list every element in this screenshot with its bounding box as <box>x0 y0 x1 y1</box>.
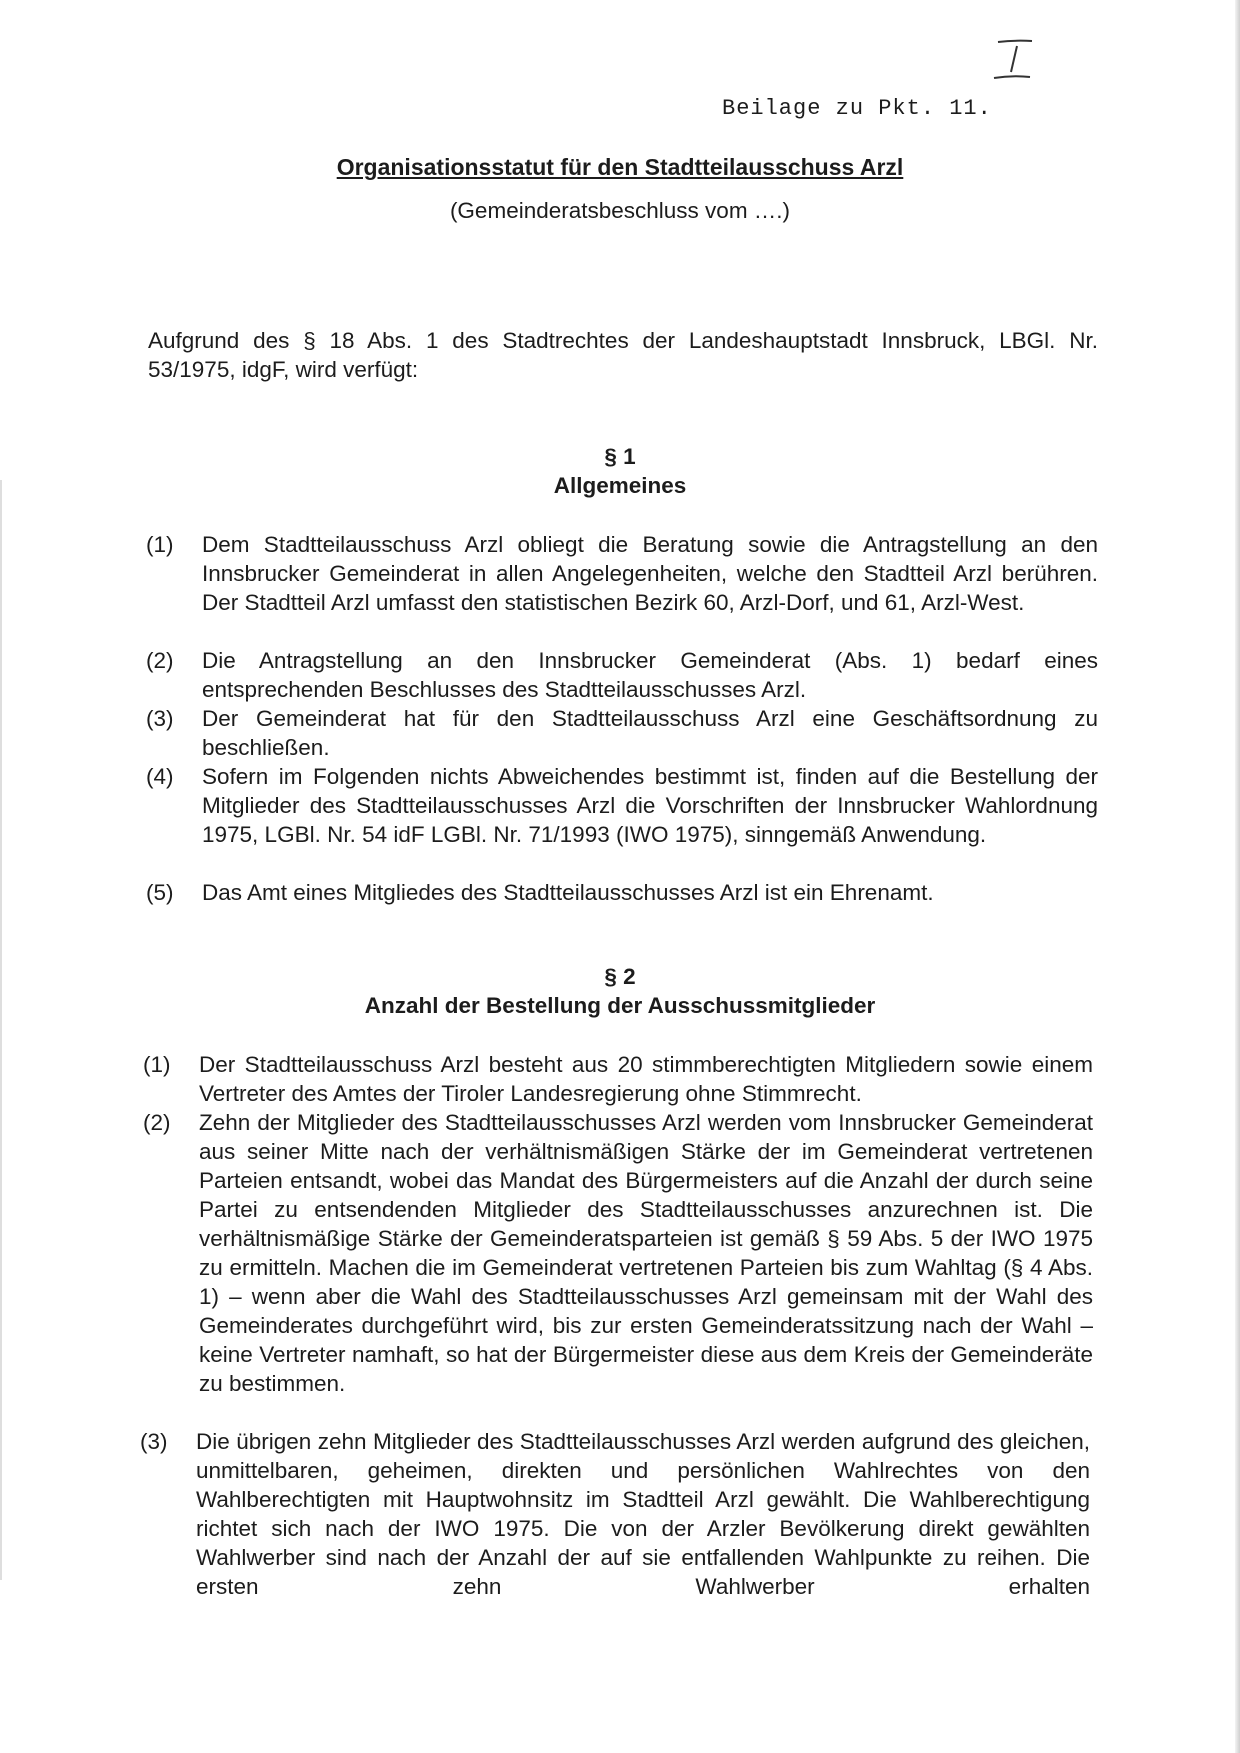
section-1-paragraph-4 <box>146 762 1098 849</box>
section-1-title: Allgemeines <box>553 473 687 498</box>
section-2-title: Anzahl der Bestellung der Ausschussmitglieder <box>364 993 876 1018</box>
document-subtitle: (Gemeinderatsbeschluss vom ….) <box>449 198 791 223</box>
section-2-number: § 2 <box>604 964 636 989</box>
section-1-paragraph-2 <box>146 646 1098 704</box>
paragraph-number: (3) <box>146 706 174 731</box>
paragraph-text: Zehn der Mitglieder des Stadtteilausschusses Arzl werden vom Innsbrucker Gemeinderat aus seiner Mitte nach der verhältnismäßigen Stärke der im Gemeinderat vertretenen Parteien entsandt, wobei das Mandat des Bürgermeisters auf die Anzahl der durch seine Partei zu entsendenden Mitglieder des Stadtteilausschusses anzurechnen ist. Die verhältnismäßige Stärke der Gemeinderatsparteien ist gemäß § 59 Abs. 5 der IWO 1975 zu ermitteln. Machen die im Gemeinderat vertretenen Parteien bis zum Wahltag (§ 4 Abs. 1) – wenn aber die Wahl des Stadtteilausschusses Arzl gemeinsam mit der Wahl des Gemeinderates durchgeführt wird, bis zur ersten Gemeinderatssitzung nach der Wahl – keine Vertreter namhaft, so hat der Bürgermeister diese aus dem Kreis der Gemeinderäte zu bestimmen. <box>199 1110 1093 1396</box>
paragraph-number: (4) <box>146 764 174 789</box>
paragraph-text: Das Amt eines Mitgliedes des Stadtteilausschusses Arzl ist ein Ehrenamt. <box>202 880 934 905</box>
intro-paragraph: Aufgrund des § 18 Abs. 1 des Stadtrechtes der Landeshauptstadt Innsbruck, LBGl. Nr. 53/1975, idgF, wird verfügt: <box>148 328 1098 382</box>
section-2-paragraph-1 <box>143 1050 1093 1108</box>
scan-edge-left <box>0 480 2 1580</box>
paragraph-text: Die übrigen zehn Mitglieder des Stadtteilausschusses Arzl werden aufgrund des gleichen, unmittelbaren, geheimen, direkten und persönlichen Wahlrechtes von den Wahlberechtigten mit Hauptwohnsitz im Stadtteil Arzl gewählt. Die Wahlberechtigung richtet sich nach der IWO 1975. Die von der Arzler Bevölkerung direkt gewählten Wahlwerber sind nach der Anzahl der auf sie entfallenden Wahlpunkte zu reihen. Die ersten zehn Wahlwerber erhalten <box>196 1429 1090 1599</box>
paragraph-number: (2) <box>146 648 174 673</box>
paragraph-number: (2) <box>143 1110 171 1135</box>
paragraph-number: (5) <box>146 880 174 905</box>
section-1-paragraph-1 <box>146 530 1098 617</box>
handwritten-roman-numeral-mark <box>990 34 1040 84</box>
paragraph-text: Dem Stadtteilausschuss Arzl obliegt die Beratung sowie die Antragstellung an den Innsbrucker Gemeinderat in allen Angelegenheiten, welche den Stadtteil Arzl berühren. Der Stadtteil Arzl umfasst den statistischen Bezirk 60, Arzl-Dorf, und 61, Arzl-West. <box>202 532 1098 615</box>
section-2-paragraph-2 <box>143 1108 1093 1398</box>
section-1-number: § 1 <box>604 444 636 469</box>
section-1-paragraph-3 <box>146 704 1098 762</box>
paragraph-number: (1) <box>146 532 174 557</box>
paragraph-text: Der Gemeinderat hat für den Stadtteilausschuss Arzl eine Geschäftsordnung zu beschließen. <box>202 706 1098 760</box>
paragraph-number: (3) <box>140 1429 168 1454</box>
paragraph-number: (1) <box>143 1052 171 1077</box>
section-2-paragraph-3 <box>140 1427 1090 1601</box>
section-1-paragraph-5 <box>146 878 1098 907</box>
paragraph-text: Der Stadtteilausschuss Arzl besteht aus 20 stimmberechtigten Mitgliedern sowie einem Vertreter des Amtes der Tiroler Landesregierung ohne Stimmrecht. <box>199 1052 1093 1106</box>
scan-edge-right <box>1235 0 1240 1753</box>
paragraph-text: Sofern im Folgenden nichts Abweichendes bestimmt ist, finden auf die Bestellung der Mitglieder des Stadtteilausschusses Arzl die Vorschriften der Innsbrucker Wahlordnung 1975, LGBl. Nr. 54 idF LGBl. Nr. 71/1993 (IWO 1975), sinngemäß Anwendung. <box>202 764 1098 847</box>
attachment-note: Beilage zu Pkt. 11. <box>722 96 992 121</box>
document-title: Organisationsstatut für den Stadtteilausschuss Arzl <box>336 154 904 180</box>
paragraph-text: Die Antragstellung an den Innsbrucker Gemeinderat (Abs. 1) bedarf eines entsprechenden Beschlusses des Stadtteilausschusses Arzl. <box>202 648 1098 702</box>
